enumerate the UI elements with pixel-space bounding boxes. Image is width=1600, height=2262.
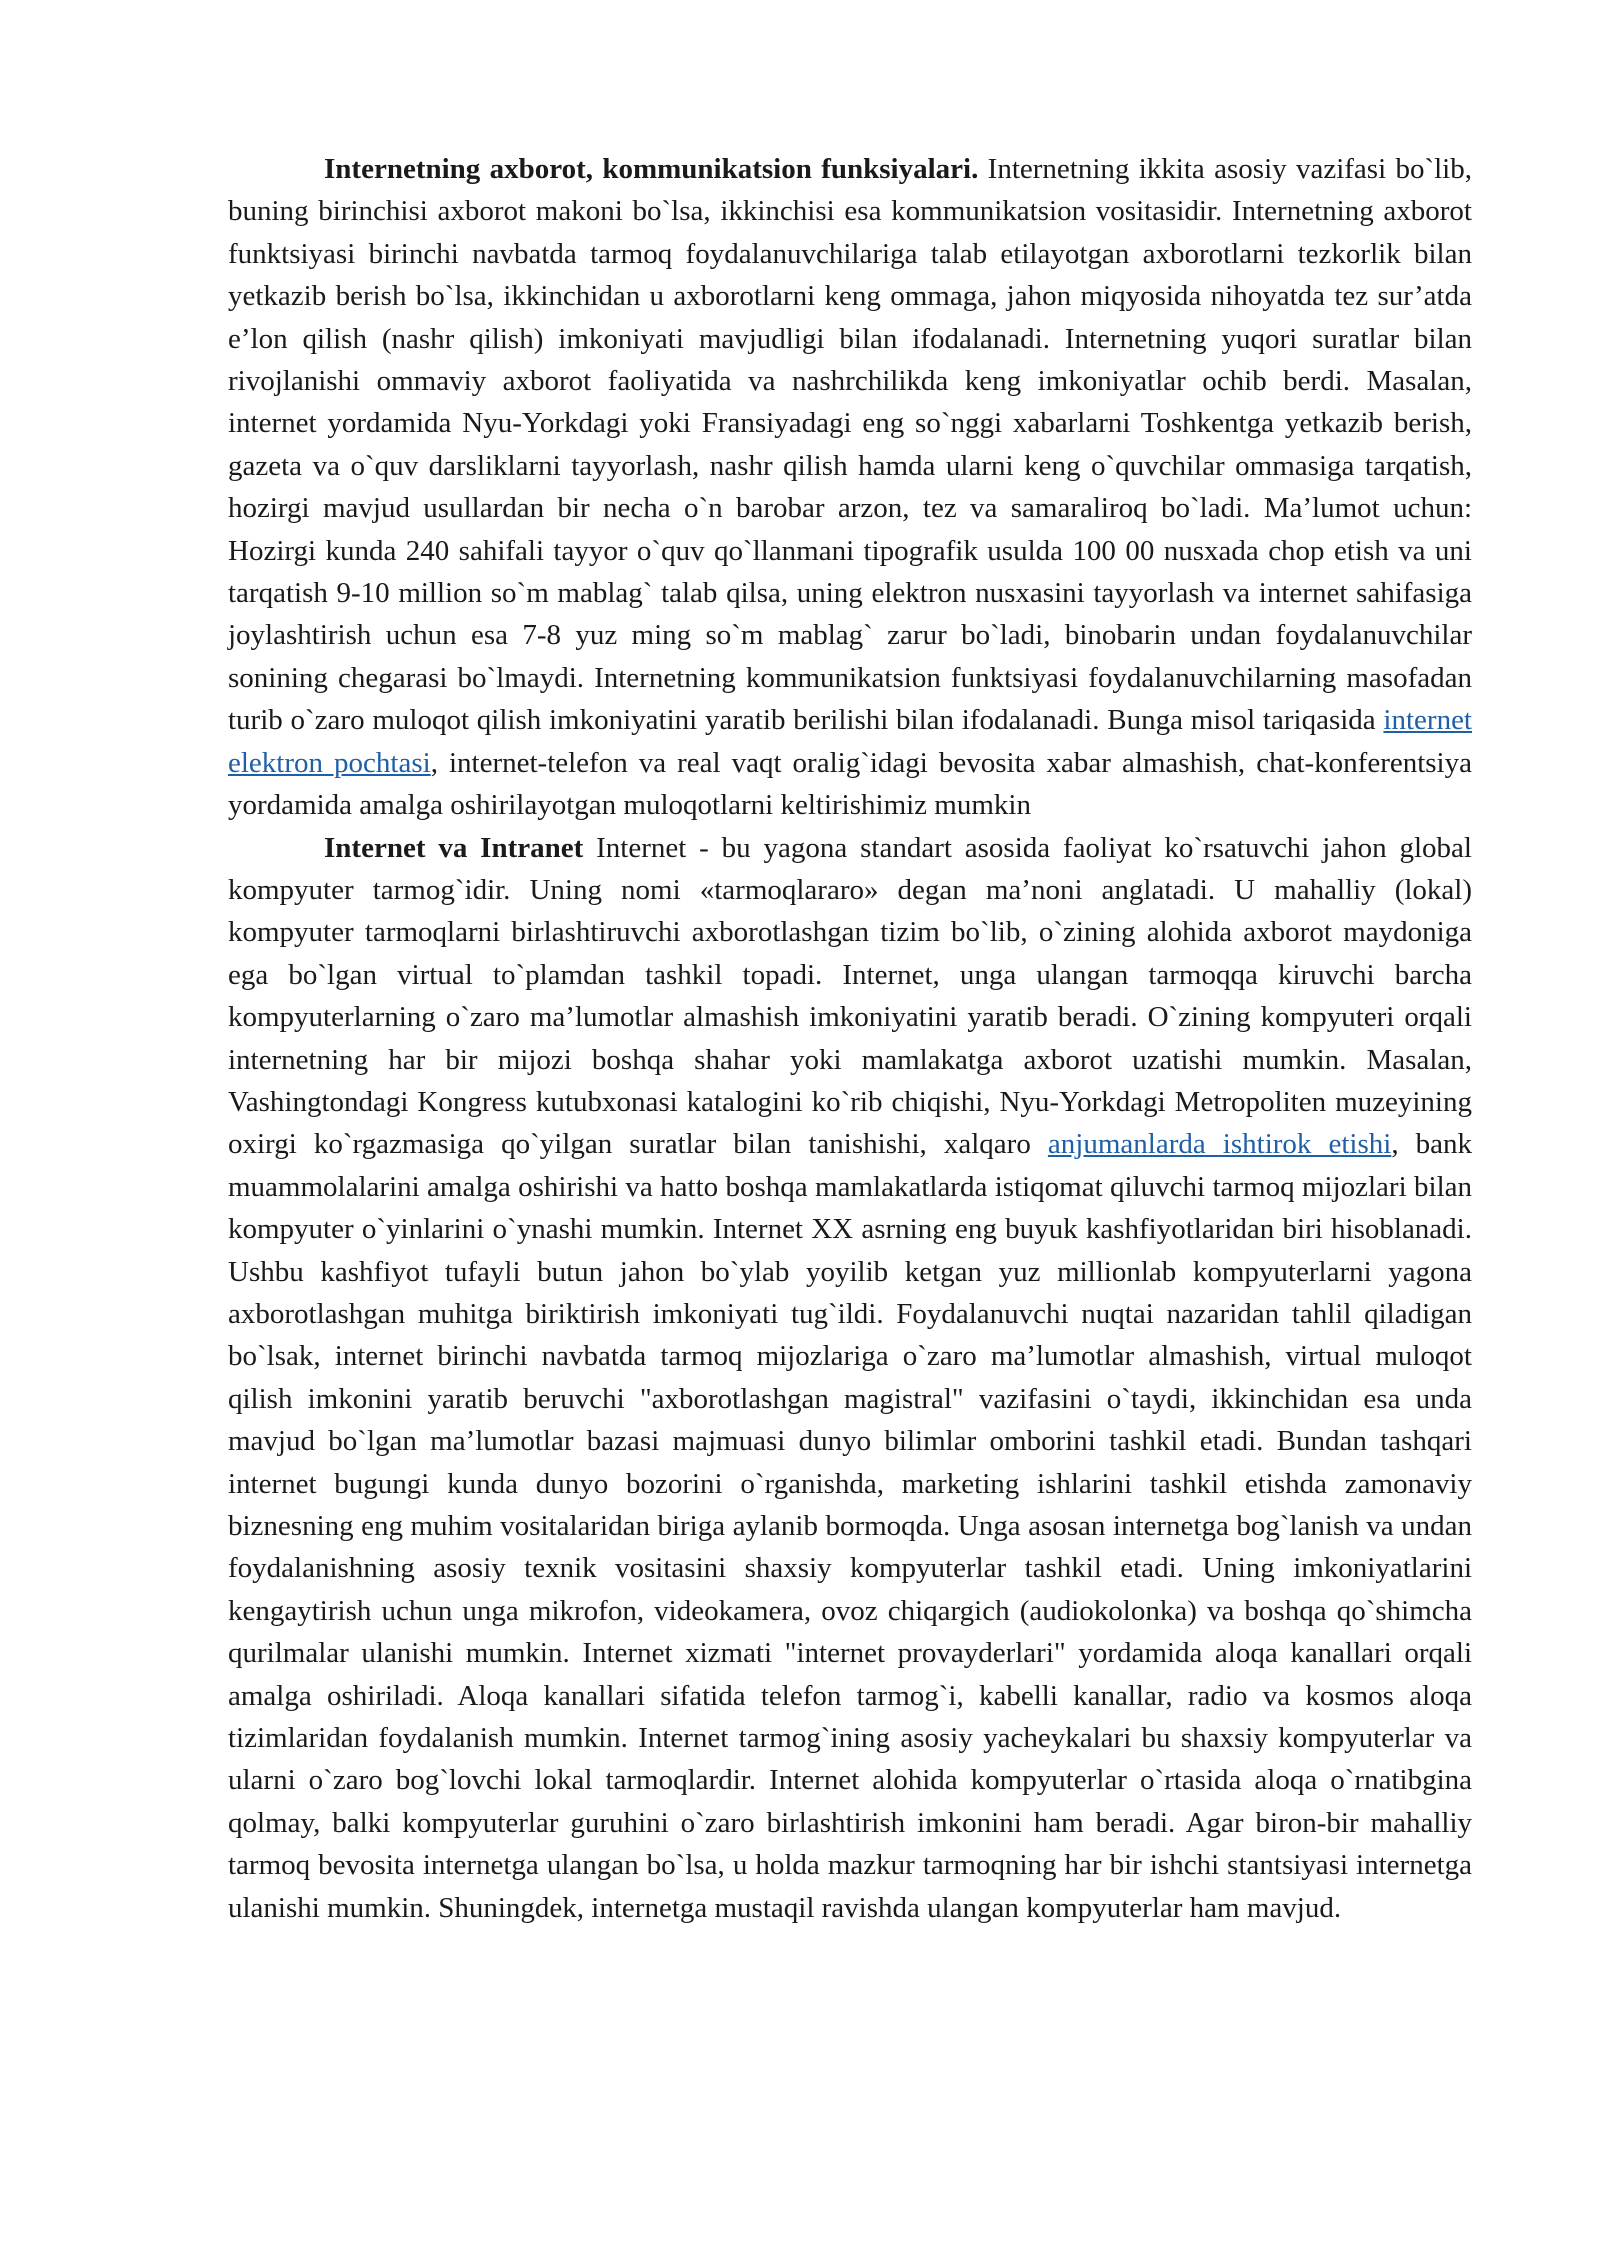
link-conferences[interactable]: anjumanlarda ishtirok etishi xyxy=(1047,1128,1392,1161)
link-internet-email[interactable]: internet elektron pochtasi xyxy=(228,704,1472,779)
paragraph-text: Internetning ikkita asosiy vazifasi bo`lib, buning birinchisi axborot makoni bo`lsa, ikkinchisi esa kommunikatsion vositasidir. Internetning axborot funktsiyasi birinchi navbatda tarmoq foydalanuvchilariga talab etilayotgan axborotlarni tezkorlik bilan yetkazib berish bo`lsa, ikkinchidan u axborotlarni keng ommaga, jahon miqyosida nihoyatda tez sur’atda e’lon qilish (nashr qilish) imkoniyati mavjudligi bilan ifodalanadi. Internetning yuqori suratlar bilan rivojlanishi ommaviy axborot faoliyatida va nashrchilikda keng imkoniyatlar ochib berdi. Masalan, internet yordamida Nyu-Yorkdagi yoki Fransiyadagi eng so`nggi xabarlarni Toshkentga yetkazib berish, gazeta va o`quv darsliklarni tayyorlash, nashr qilish hamda ularni keng o`quvchilar ommasiga tarqatish, hozirgi mavjud usullardan bir necha o`n barobar arzon, tez va samaraliroq bo`ladi. Ma’lumot uchun: Hozirgi kunda 240 sahifali tayyor o`quv qo`llanmani tipografik usulda 100 00 nusxada chop etish va uni tarqatish 9-10 million so`m mablag` talab qilsa, uning elektron nusxasini tayyorlash va internet sahifasiga joylashtirish uchun esa 7-8 yuz ming so`m mablag` zarur bo`ladi, binobarin undan foydalanuvchilar sonining chegarasi bo`lmaydi. Internetning kommunikatsion funktsiyasi foydalanuvchilarning masofadan turib o`zaro muloqot qilish imkoniyatini yaratib berilishi bilan ifodalanadi. Bunga misol tariqasida xyxy=(228,153,1472,737)
paragraph-heading-functions: Internetning axborot, kommunikatsion funksiyalari. xyxy=(324,153,979,185)
paragraph-heading-internet-intranet: Internet va Intranet xyxy=(324,831,584,864)
paragraph-text: , internet-telefon va real vaqt oralig`idagi bevosita xabar almashish, chat-konferentsiya yordamida amalga oshirilayotgan muloqotlarni keltirishimiz mumkin xyxy=(228,746,1472,822)
paragraph-functions xyxy=(228,148,1472,827)
paragraph-text: , bank muammolalarini amalga oshirishi va hatto boshqa mamlakatlarda istiqomat qiluvchi tarmoq mijozlari bilan kompyuter o`yinlarini o`ynashi mumkin. Internet XX asrning eng buyuk kashfiyotlaridan biri hisoblanadi. Ushbu kashfiyot tufayli butun jahon bo`ylab yoyilib ketgan yuz millionlab kompyuterlarni yagona axborotlashgan muhitga biriktirish imkoniyati tug`ildi. Foydalanuvchi nuqtai nazaridan tahlil qiladigan bo`lsak, internet birinchi navbatda tarmoq mijozlariga o`zaro ma’lumotlar almashish, virtual muloqot qilish imkonini yaratib beruvchi "axborotlashgan magistral" vazifasini o`taydi, ikkinchidan esa unda mavjud bo`lgan ma’lumotlar bazasi majmuasi dunyo bilimlar omborini tashkil etadi. Bundan tashqari internet bugungi kunda dunyo bozorini o`rganishda, marketing ishlarini tashkil etishda zamonaviy biznesning eng muhim vositalaridan biriga aylanib bormoqda. Unga asosan internetga bog`lanish va undan foydalanishning asosiy texnik vositasini shaxsiy kompyuterlar tashkil etadi. Uning imkoniyatlarini kengaytirish uchun unga mikrofon, videokamera, ovoz chiqargich (audiokolonka) va boshqa qo`shimcha qurilmalar ulanishi mumkin. Internet xizmati "internet provayderlari" yordamida aloqa kanallari orqali amalga oshiriladi. Aloqa kanallari sifatida telefon tarmog`i, kabelli kanallar, radio va kosmos aloqa tizimlaridan foydalanish mumkin. Internet tarmog`ining asosiy yacheykalari bu shaxsiy kompyuterlar va ularni o`zaro bog`lovchi lokal tarmoqlardir. Internet alohida kompyuterlar o`rtasida aloqa o`rnatibgina qolmay, balki kompyuterlar guruhini o`zaro birlashtirish imkonini ham beradi. Agar biron-bir mahalliy tarmoq bevosita internetga ulangan bo`lsa, u holda mazkur tarmoqning har bir ishchi stantsiyasi internetga ulanishi mumkin. Shuningdek, internetga mustaqil ravishda ulangan kompyuterlar ham mavjud. xyxy=(228,1128,1473,1924)
paragraph-internet-intranet xyxy=(228,827,1472,1930)
document-body xyxy=(228,148,1472,1929)
paragraph-text: Internet - bu yagona standart asosida faoliyat ko`rsatuvchi jahon global kompyuter tarmog`idir. Uning nomi «tarmoqlararo» degan ma’noni anglatadi. U mahalliy (lokal) kompyuter tarmoqlarni birlashtiruvchi axborotlashgan tizim bo`lib, o`zining alohida axborot maydoniga ega bo`lgan virtual to`plamdan tashkil topadi. Internet, unga ulangan tarmoqqa kiruvchi barcha kompyuterlarning o`zaro ma’lumotlar almashish imkoniyatini yaratib beradi. O`zining kompyuteri orqali internetning har bir mijozi boshqa shahar yoki mamlakatga axborot uzatishi mumkin. Masalan, Vashingtondagi Kongress kutubxonasi katalogini ko`rib chiqishi, Nyu-Yorkdagi Metropoliten muzeyining oxirgi ko`rgazmasiga qo`yilgan suratlar bilan tanishishi, xalqaro xyxy=(228,831,1472,1161)
